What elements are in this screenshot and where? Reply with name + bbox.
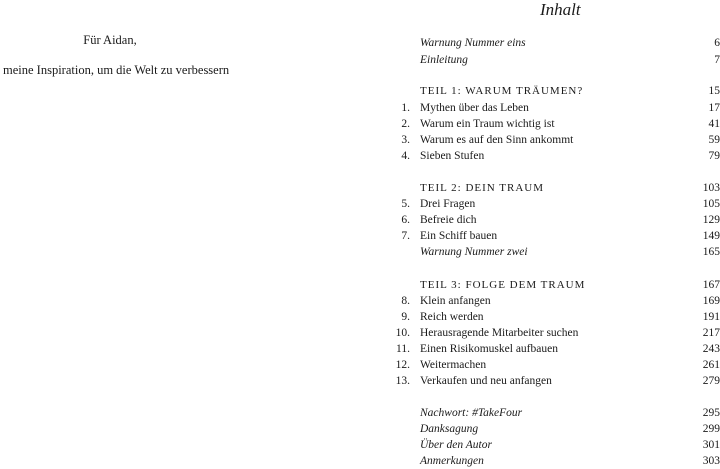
toc-entry-number: 10. <box>394 325 410 341</box>
toc-entry-page: 15 <box>709 83 720 99</box>
toc-part-heading <box>394 83 720 99</box>
toc-entry-title: Anmerkungen <box>420 453 484 469</box>
toc-entry-page: 165 <box>703 244 720 260</box>
toc-title: Inhalt <box>540 0 581 20</box>
toc-entry-page: 41 <box>709 116 720 132</box>
toc-entry <box>394 212 720 228</box>
toc-entry-page: 301 <box>703 437 720 453</box>
toc-entry <box>394 309 720 325</box>
toc-entry-title: Warnung Nummer zwei <box>420 244 528 260</box>
toc-entry <box>394 373 720 389</box>
toc-entry-title: Warum es auf den Sinn ankommt <box>420 132 573 148</box>
toc-entry-title: Einen Risikomuskel aufbauen <box>420 341 558 357</box>
toc-entry <box>394 228 720 244</box>
toc-entry-number: 1. <box>394 100 410 116</box>
dedication-line: meine Inspiration, um die Welt zu verbessern <box>3 63 229 78</box>
toc-entry-title: Danksagung <box>420 421 478 437</box>
toc-entry-page: 103 <box>703 180 720 196</box>
toc-entry-page: 59 <box>709 132 720 148</box>
toc-entry-title: Warnung Nummer eins <box>420 35 526 51</box>
toc-entry-page: 191 <box>703 309 720 325</box>
toc-entry <box>394 116 720 132</box>
toc-entry-title: Warum ein Traum wichtig ist <box>420 116 555 132</box>
toc-entry-title: Reich werden <box>420 309 484 325</box>
toc-entry-page: 295 <box>703 405 720 421</box>
toc-entry-number: 4. <box>394 148 410 164</box>
toc-entry-number: 7. <box>394 228 410 244</box>
toc-entry <box>394 132 720 148</box>
toc-part-heading <box>394 277 720 293</box>
toc-entry-title: Mythen über das Leben <box>420 100 529 116</box>
toc-entry-number: 8. <box>394 293 410 309</box>
toc-entry-page: 303 <box>703 453 720 469</box>
toc-entry <box>394 405 720 421</box>
toc-entry-page: 129 <box>703 212 720 228</box>
toc-entry-number: 12. <box>394 357 410 373</box>
toc-entry-title: Klein anfangen <box>420 293 491 309</box>
toc-entry <box>394 35 720 51</box>
toc-entry-title: Ein Schiff bauen <box>420 228 497 244</box>
toc-entry-title: TEIL 2: DEIN TRAUM <box>420 180 544 196</box>
toc-entry-title: TEIL 1: WARUM TRÄUMEN? <box>420 83 583 99</box>
toc-entry-title: Nachwort: #TakeFour <box>420 405 522 421</box>
dedication-name: Für Aidan, <box>0 33 220 48</box>
toc-entry <box>394 357 720 373</box>
toc-part-heading <box>394 180 720 196</box>
toc-entry <box>394 341 720 357</box>
toc-entry-page: 79 <box>709 148 720 164</box>
toc-entry-number: 11. <box>394 341 410 357</box>
toc-entry-page: 6 <box>714 35 720 51</box>
toc-entry-page: 17 <box>709 100 720 116</box>
toc-entry-page: 299 <box>703 421 720 437</box>
toc-entry-title: Befreie dich <box>420 212 477 228</box>
toc-entry-number: 6. <box>394 212 410 228</box>
toc-entry <box>394 437 720 453</box>
toc-entry-page: 105 <box>703 196 720 212</box>
toc-entry-page: 217 <box>703 325 720 341</box>
toc-entry <box>394 148 720 164</box>
toc-entry-page: 169 <box>703 293 720 309</box>
toc-entry-number: 5. <box>394 196 410 212</box>
toc-entry-title: Weitermachen <box>420 357 486 373</box>
dedication-page <box>0 0 360 467</box>
toc-entry <box>394 196 720 212</box>
toc-entry-page: 279 <box>703 373 720 389</box>
toc-entry-title: TEIL 3: FOLGE DEM TRAUM <box>420 277 585 293</box>
toc-entry <box>394 52 720 68</box>
toc-entry <box>394 421 720 437</box>
toc-entry-page: 149 <box>703 228 720 244</box>
toc-entry-title: Drei Fragen <box>420 196 475 212</box>
toc-entry <box>394 293 720 309</box>
toc-page <box>360 0 720 467</box>
toc-entry-number: 13. <box>394 373 410 389</box>
toc-entry <box>394 100 720 116</box>
toc-entry-page: 261 <box>703 357 720 373</box>
toc-entry-page: 167 <box>703 277 720 293</box>
toc-entry-title: Über den Autor <box>420 437 492 453</box>
toc-entry-title: Herausragende Mitarbeiter suchen <box>420 325 578 341</box>
toc-entry-number: 3. <box>394 132 410 148</box>
toc-entry <box>394 325 720 341</box>
toc-entry-number: 9. <box>394 309 410 325</box>
toc-entry-title: Sieben Stufen <box>420 148 484 164</box>
toc-entry-number: 2. <box>394 116 410 132</box>
toc-entry-page: 243 <box>703 341 720 357</box>
toc-entry-page: 7 <box>714 52 720 68</box>
toc-entry-title: Verkaufen und neu anfangen <box>420 373 552 389</box>
toc-entry-title: Einleitung <box>420 52 468 68</box>
toc-entry <box>394 244 720 260</box>
